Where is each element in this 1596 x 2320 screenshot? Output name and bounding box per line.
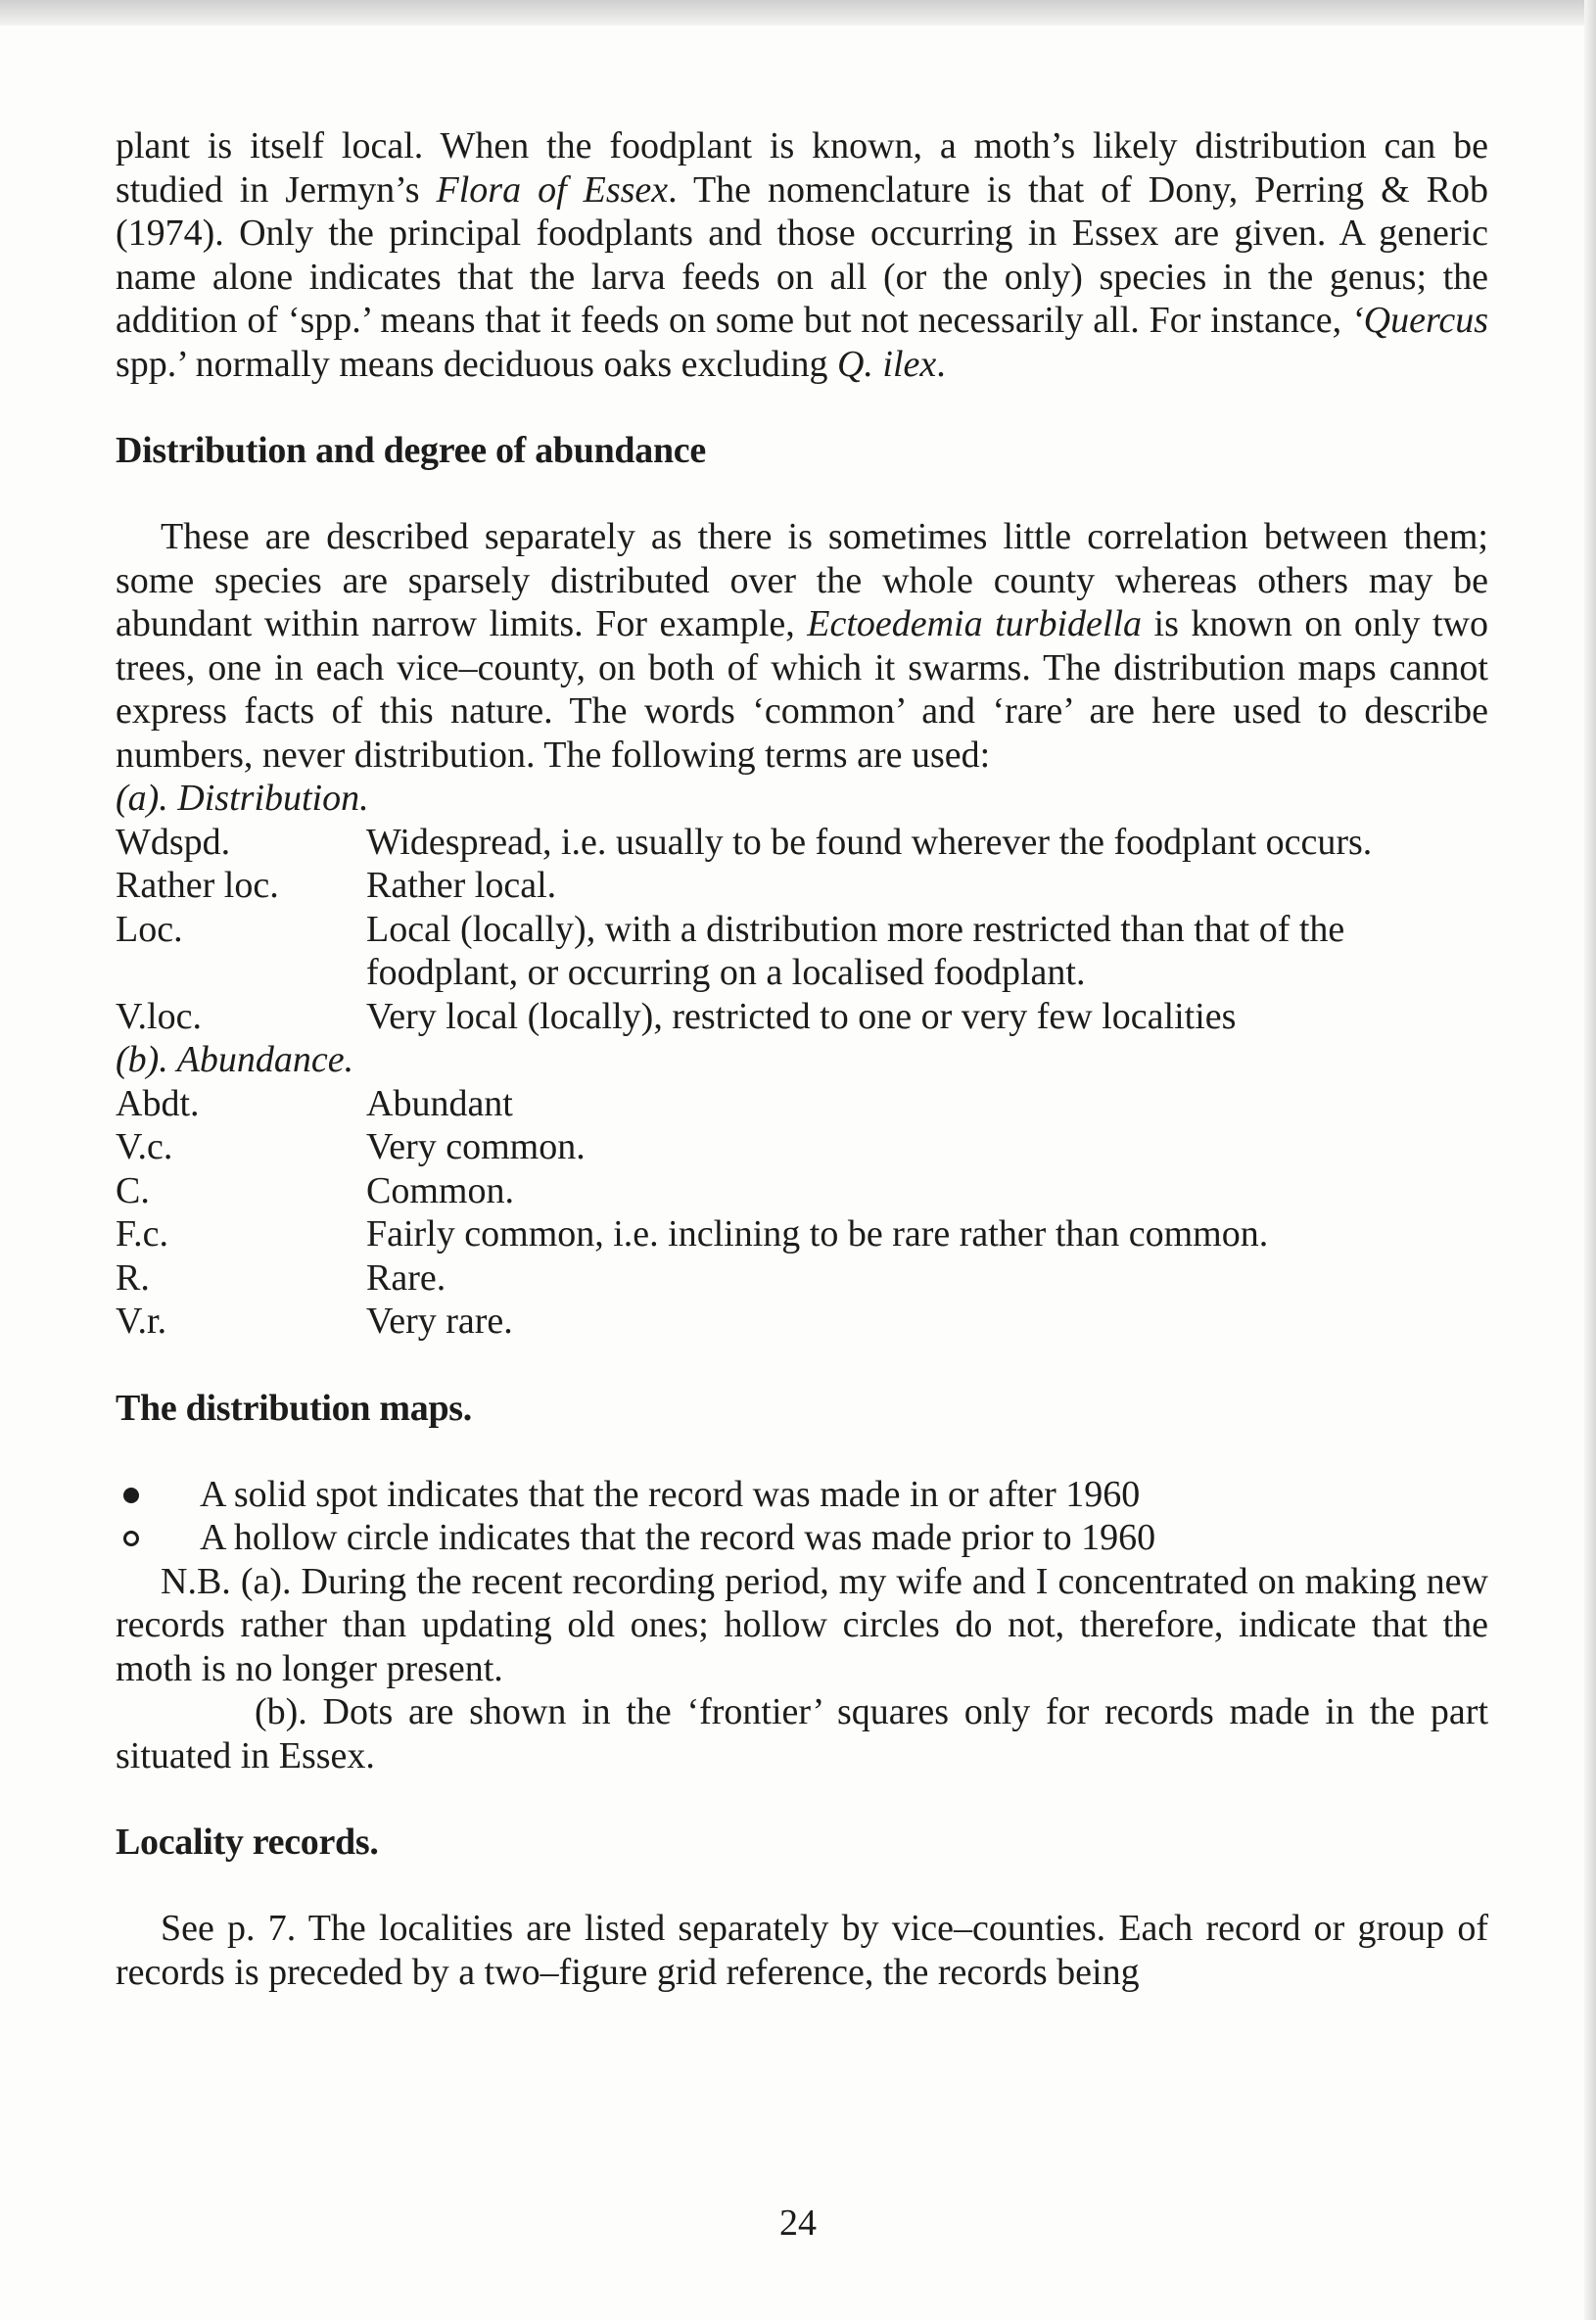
term-desc: Local (locally), with a distribution more restricted than that of the foodplant, or occurring on a localised foodplant. bbox=[366, 908, 1345, 993]
scan-shadow-top bbox=[0, 0, 1596, 25]
flora-title: Flora of Essex bbox=[436, 168, 669, 211]
quercus-name: ‘Quercus bbox=[1351, 300, 1488, 341]
table-row bbox=[116, 1300, 1488, 1344]
legend-text: A hollow circle indicates that the record was made prior to 1960 bbox=[200, 1517, 1156, 1558]
intro-paragraph: plant is itself local. When the foodplant is known, a moth’s likely distribution can be studied in Jermyn’s Flora of Essex. The nomenclature is that of Dony, Perring & Rob (1974). Only the principal foodplants and those occurring in Essex are given. A generic name alone indicates that the larva feeds on all (or the only) species in the genus; the addition of ‘spp.’ means that it feeds on some but not necessarily all. For instance, ‘Quercus spp.’ normally means deciduous oaks excluding Q. ilex. bbox=[116, 125, 1488, 385]
term-abbr: V.r. bbox=[116, 1301, 167, 1342]
term-abbr: V.c. bbox=[116, 1126, 173, 1167]
term-desc: Very common. bbox=[366, 1126, 586, 1167]
term-abbr: C. bbox=[116, 1169, 150, 1211]
legend-text: A solid spot indicates that the record was made in or after 1960 bbox=[200, 1473, 1141, 1515]
term-abbr: R. bbox=[116, 1256, 150, 1299]
term-abbr: F.c. bbox=[116, 1213, 168, 1255]
table-row bbox=[116, 1169, 1488, 1213]
term-abbr: Rather loc. bbox=[116, 865, 279, 906]
q-ilex-name: Q. ilex bbox=[836, 343, 937, 385]
term-desc: Fairly common, i.e. inclining to be rare rather than common. bbox=[366, 1213, 1269, 1255]
heading-locality: Locality records. bbox=[116, 1822, 379, 1863]
table-row bbox=[116, 864, 1488, 908]
term-abbr: Abdt. bbox=[116, 1082, 200, 1124]
locality-paragraph: See p. 7. The localities are listed separately by vice–counties. Each record or group of records is preceded by a two–figure grid reference, the records being bbox=[116, 1908, 1488, 1993]
hollow-circle-icon bbox=[123, 1531, 139, 1546]
table-row bbox=[116, 1125, 1488, 1169]
term-desc: Abundant bbox=[366, 1082, 513, 1124]
table-row bbox=[116, 1082, 1488, 1126]
table-row bbox=[116, 1212, 1488, 1256]
term-desc: Rare. bbox=[366, 1256, 446, 1299]
distribution-paragraph: These are described separately as there is sometimes little correlation between them; some species are sparsely distributed over the whole county whereas others may be abundant within narrow limits. For example, Ectoedemia turbidella is known on only two trees, one in each vice–county, on both of which it swarms. The distribution maps cannot express facts of this nature. The words ‘common’ and ‘rare’ are here used to describe numbers, never distribution. The following terms are used: bbox=[116, 516, 1488, 776]
heading-maps: The distribution maps. bbox=[116, 1387, 472, 1429]
subheading-abundance: (b). Abundance. bbox=[116, 1039, 354, 1080]
abundance-terms-table bbox=[116, 1082, 1488, 1344]
legend-item-solid bbox=[116, 1473, 1488, 1517]
term-desc: Very rare. bbox=[366, 1301, 513, 1342]
term-abbr: V.loc. bbox=[116, 995, 202, 1037]
table-row bbox=[116, 995, 1488, 1039]
term-desc: Widespread, i.e. usually to be found wherever the foodplant occurs. bbox=[366, 821, 1373, 863]
solid-spot-icon bbox=[123, 1488, 139, 1503]
page-content bbox=[116, 124, 1488, 1994]
table-row bbox=[116, 821, 1488, 865]
table-row bbox=[116, 908, 1488, 995]
heading-distribution: Distribution and degree of abundance bbox=[116, 430, 706, 471]
species-name: Ectoedemia turbidella bbox=[807, 603, 1143, 644]
term-desc: Rather local. bbox=[366, 865, 557, 906]
term-abbr: Wdspd. bbox=[116, 821, 231, 863]
distribution-terms-table bbox=[116, 821, 1488, 1039]
nb-b-paragraph: (b). Dots are shown in the ‘frontier’ squares only for records made in the part situated in Essex. bbox=[116, 1691, 1488, 1776]
term-abbr: Loc. bbox=[116, 908, 183, 950]
table-row bbox=[116, 1256, 1488, 1301]
scan-shadow-right bbox=[1584, 0, 1596, 2320]
nb-a-paragraph: N.B. (a). During the recent recording period, my wife and I concentrated on making new records rather than updating old ones; hollow circles do not, therefore, indicate that the moth is no longer present. bbox=[116, 1560, 1488, 1689]
legend-item-hollow bbox=[116, 1516, 1488, 1560]
subheading-distribution: (a). Distribution. bbox=[116, 778, 369, 819]
page-number: 24 bbox=[779, 2202, 817, 2244]
term-desc: Very local (locally), restricted to one or very few localities bbox=[366, 995, 1237, 1037]
term-desc: Common. bbox=[366, 1169, 514, 1211]
